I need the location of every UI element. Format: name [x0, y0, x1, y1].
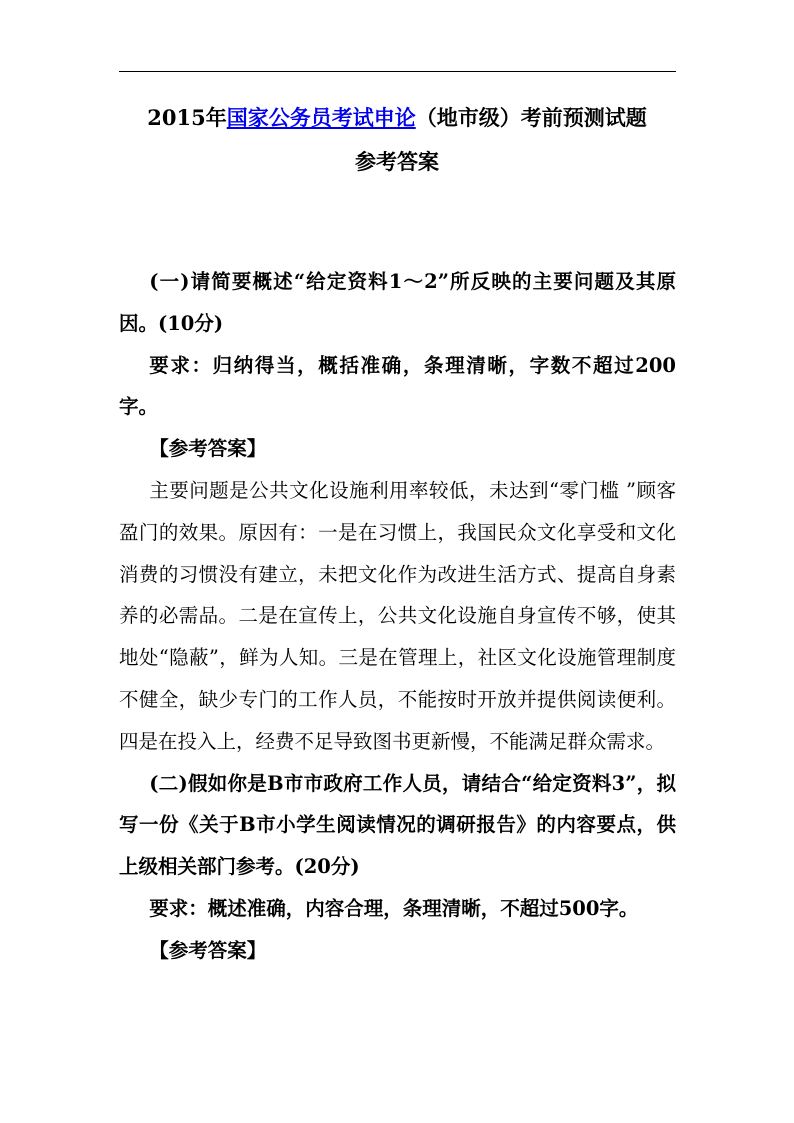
question-2: (二)假如你是B市市政府工作人员，请结合“给定资料3”，拟写一份《关于B市小学生阅读情况的调研报告》的内容要点，供上级相关部门参考。(20分): [119, 771, 676, 879]
question-1: (一)请简要概述“给定资料1～2”所反映的主要问题及其原因。(10分): [119, 270, 676, 335]
title-prefix: 2015年: [147, 105, 227, 130]
title-link[interactable]: 国家公务员考试申论: [226, 105, 416, 130]
document-subtitle: 参考答案: [355, 149, 439, 174]
answer-heading-1: 【参考答案】: [149, 437, 267, 461]
answer-1-text: 主要问题是公共文化设施利用率较低，未达到“零门槛 ”顾客盈门的效果。原因有：一是在习惯上，我国民众文化享受和文化消费的习惯没有建立，未把文化作为改进生活方式、提高自身素养的必需品。二是在宣传上，公共文化设施自身宣传不够，使其地处“隐蔽”，鲜为人知。三是在管理上，社区文化设施管理制度不健全，缺少专门的工作人员，不能按时开放并提供阅读便利。四是在投入上，经费不足导致图书更新慢，不能满足群众需求。: [119, 478, 676, 753]
answer-heading-2: 【参考答案】: [149, 938, 267, 962]
question-2-requirement: 要求：概述准确，内容合理，条理清晰，不超过500字。: [149, 896, 639, 920]
header-rule: [119, 71, 676, 72]
document-title: [100, 96, 694, 184]
document-body: [119, 261, 676, 972]
title-suffix: （地市级）考前预测试题: [415, 105, 647, 130]
question-1-requirement: 要求：归纳得当，概括准确，条理清晰，字数不超过200字。: [119, 353, 676, 419]
title-line: [100, 96, 694, 140]
